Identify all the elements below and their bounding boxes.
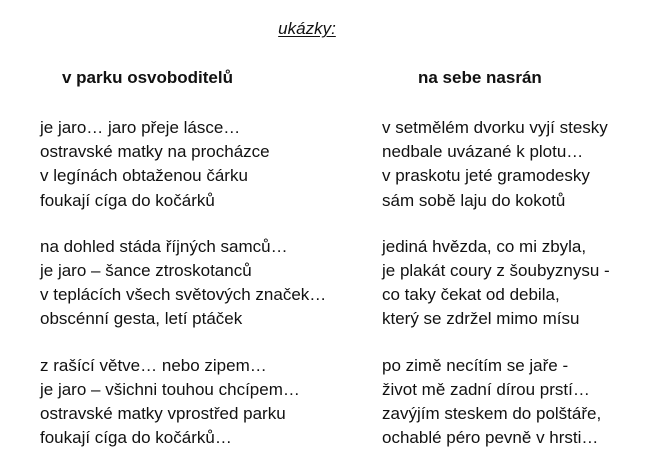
poem-line: sám sobě laju do kokotů <box>382 190 566 210</box>
poem-title: na sebe nasrán <box>418 68 542 87</box>
stanza <box>40 116 360 213</box>
poem-title: v parku osvoboditelů <box>62 68 233 87</box>
stanza <box>40 235 360 332</box>
poem-line: na dohled stáda říjných samců… <box>40 236 288 256</box>
poem-line: v legínách obtaženou čárku <box>40 166 248 186</box>
stanza <box>382 116 652 213</box>
poem-line: obscénní gesta, letí ptáček <box>40 309 243 329</box>
poem-line: nedbale uvázané k plotu… <box>382 142 584 162</box>
poem-line: z rašící větve… nebo zipem… <box>40 355 267 375</box>
poem-line: ostravské matky na procházce <box>40 142 270 162</box>
poem-line: život mě zadní dírou prstí… <box>382 379 590 399</box>
poem-line: v teplácích všech světových značek… <box>40 285 327 305</box>
poem-line: je jaro… jaro přeje lásce… <box>40 118 241 137</box>
section-heading: ukázky: <box>278 19 336 38</box>
poem-line: je plakát coury z šoubyznysu - <box>382 261 610 281</box>
poem-line: co taky čekat od debila, <box>382 285 560 305</box>
poem-line: je jaro – šance ztroskotanců <box>40 261 252 281</box>
poem-line: zavýjím steskem do polštáře, <box>382 404 602 424</box>
poem-line: jediná hvězda, co mi zbyla, <box>382 236 587 256</box>
poem-line: ochablé péro pevně v hrsti… <box>382 428 599 448</box>
poem-line: ostravské matky vprostřed parku <box>40 404 286 424</box>
poem-line: foukají cíga do kočárků <box>40 190 215 210</box>
stanza <box>382 354 652 451</box>
poem-right <box>382 66 652 450</box>
poem-left <box>40 66 360 450</box>
poem-line: v praskotu jeté gramodesky <box>382 166 590 186</box>
poem-line: v setmělém dvorku vyjí stesky <box>382 118 608 137</box>
poem-line: foukají cíga do kočárků… <box>40 428 232 448</box>
poem-line: po zimě necítím se jaře - <box>382 355 569 375</box>
poem-line: je jaro – všichni touhou chcípem… <box>40 379 300 399</box>
poem-line: který se zdržel mimo mísu <box>382 309 580 329</box>
stanza <box>382 235 652 332</box>
stanza <box>40 354 360 451</box>
